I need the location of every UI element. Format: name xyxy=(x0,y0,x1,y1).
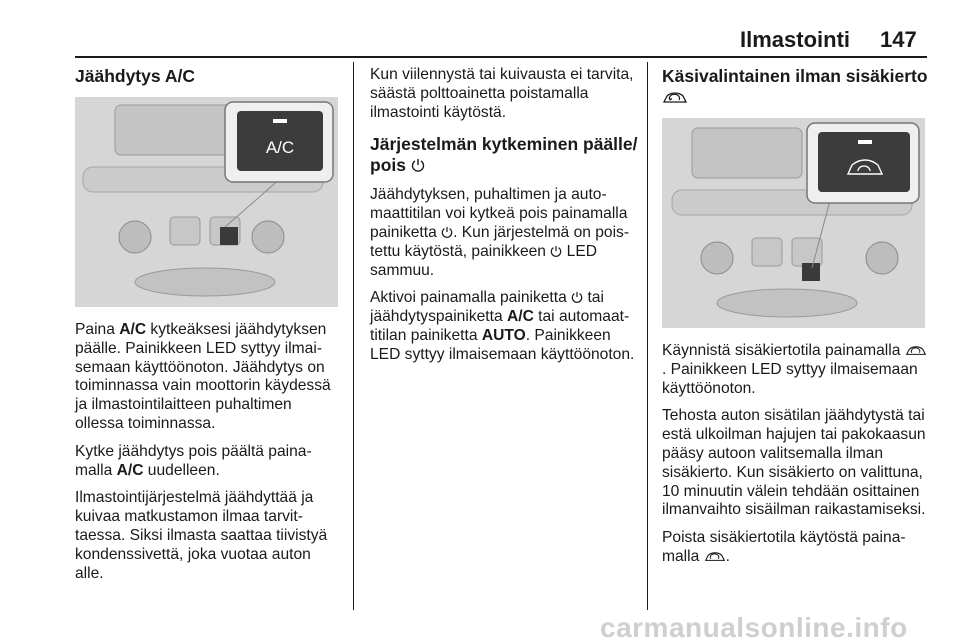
recirculation-icon xyxy=(662,91,688,105)
power-icon xyxy=(441,226,453,239)
recirculation-panel-figure xyxy=(662,118,925,328)
column-divider-2 xyxy=(647,62,648,610)
recirculation-icon xyxy=(704,551,726,563)
paragraph-onoff-1: Jäähdytyksen, puhaltimen ja automaattitilan voi kytkeä pois painamalla painiketta . Kun järjestelmä on poistettu käytöstä, painikkeen LED sammuu. xyxy=(370,186,630,279)
paragraph-ac-2: Kytke jäähdytys pois päältä painamalla A/C uudelleen. xyxy=(75,442,312,479)
paragraph-recirc-2: Tehosta auton sisätilan jäähdytystä tai estä ulkoilman hajujen tai pakokaasun pääsy autoon valitsemalla ilman sisäkierto. Kun sisäkierto on valittuna, 10 minuutin välein tehdään osittainen ilmanvaihto sisäilman raikastamiseksi. xyxy=(662,407,926,519)
paragraph-recirc-3: Poista sisäkiertotila käytöstä painamalla . xyxy=(662,529,906,565)
figure-ac-label: A/C xyxy=(265,138,295,157)
ac-panel-figure xyxy=(75,97,338,307)
section-heading-ac: Jäähdytys A/C xyxy=(75,66,195,86)
section-heading-recirculation: Käsivalintainen ilman sisäkierto xyxy=(662,66,930,108)
section-heading-onoff: Järjestelmän kytkeminen päälle/ pois xyxy=(370,134,638,176)
paragraph-ac-1: Paina A/C kytkeäksesi jäähdytyksen päälle. Painikkeen LED syttyy ilmaisemaan käyttöönoton. Jäähdytys on toiminnassa vain moottorin käydessä ja ilmastointilaitteen puhaltimen ollessa toiminnassa. xyxy=(75,321,331,432)
paragraph-ac-3: Ilmastointijärjestelmä jäähdyttää ja kuivaa matkustamon ilmaa tarvittaessa. Siksi ilmasta saattaa tiivistyä kondenssivettä, joka vuotaa auton alle. xyxy=(75,489,328,582)
page-header-title: Ilmastointi xyxy=(740,27,851,52)
column-3 xyxy=(662,66,930,576)
paragraph-recirc-1: Käynnistä sisäkiertotila painamalla . Painikkeen LED syttyy ilmaisemaan käyttöönoton. xyxy=(662,342,930,398)
watermark: carmanualsonline.info xyxy=(600,612,908,643)
header-rule xyxy=(75,56,927,58)
power-icon xyxy=(411,158,425,173)
page-number: 147 xyxy=(880,27,917,52)
paragraph-onoff-2: Aktivoi painamalla painiketta tai jäähdytyspainiketta A/C tai automaattitilan painiketta AUTO. Painikkeen LED syttyy ilmaisemaan käyttöönoton. xyxy=(370,289,635,363)
column-1 xyxy=(75,66,343,592)
paragraph-fuel-saving: Kun viilennystä tai kuivausta ei tarvita, säästä polttoainetta poistamalla ilmastointi käytöstä. xyxy=(370,66,634,121)
power-icon xyxy=(571,291,583,304)
power-icon xyxy=(550,245,562,258)
column-2 xyxy=(370,66,638,374)
column-divider-1 xyxy=(353,62,354,610)
recirculation-icon xyxy=(905,345,927,357)
